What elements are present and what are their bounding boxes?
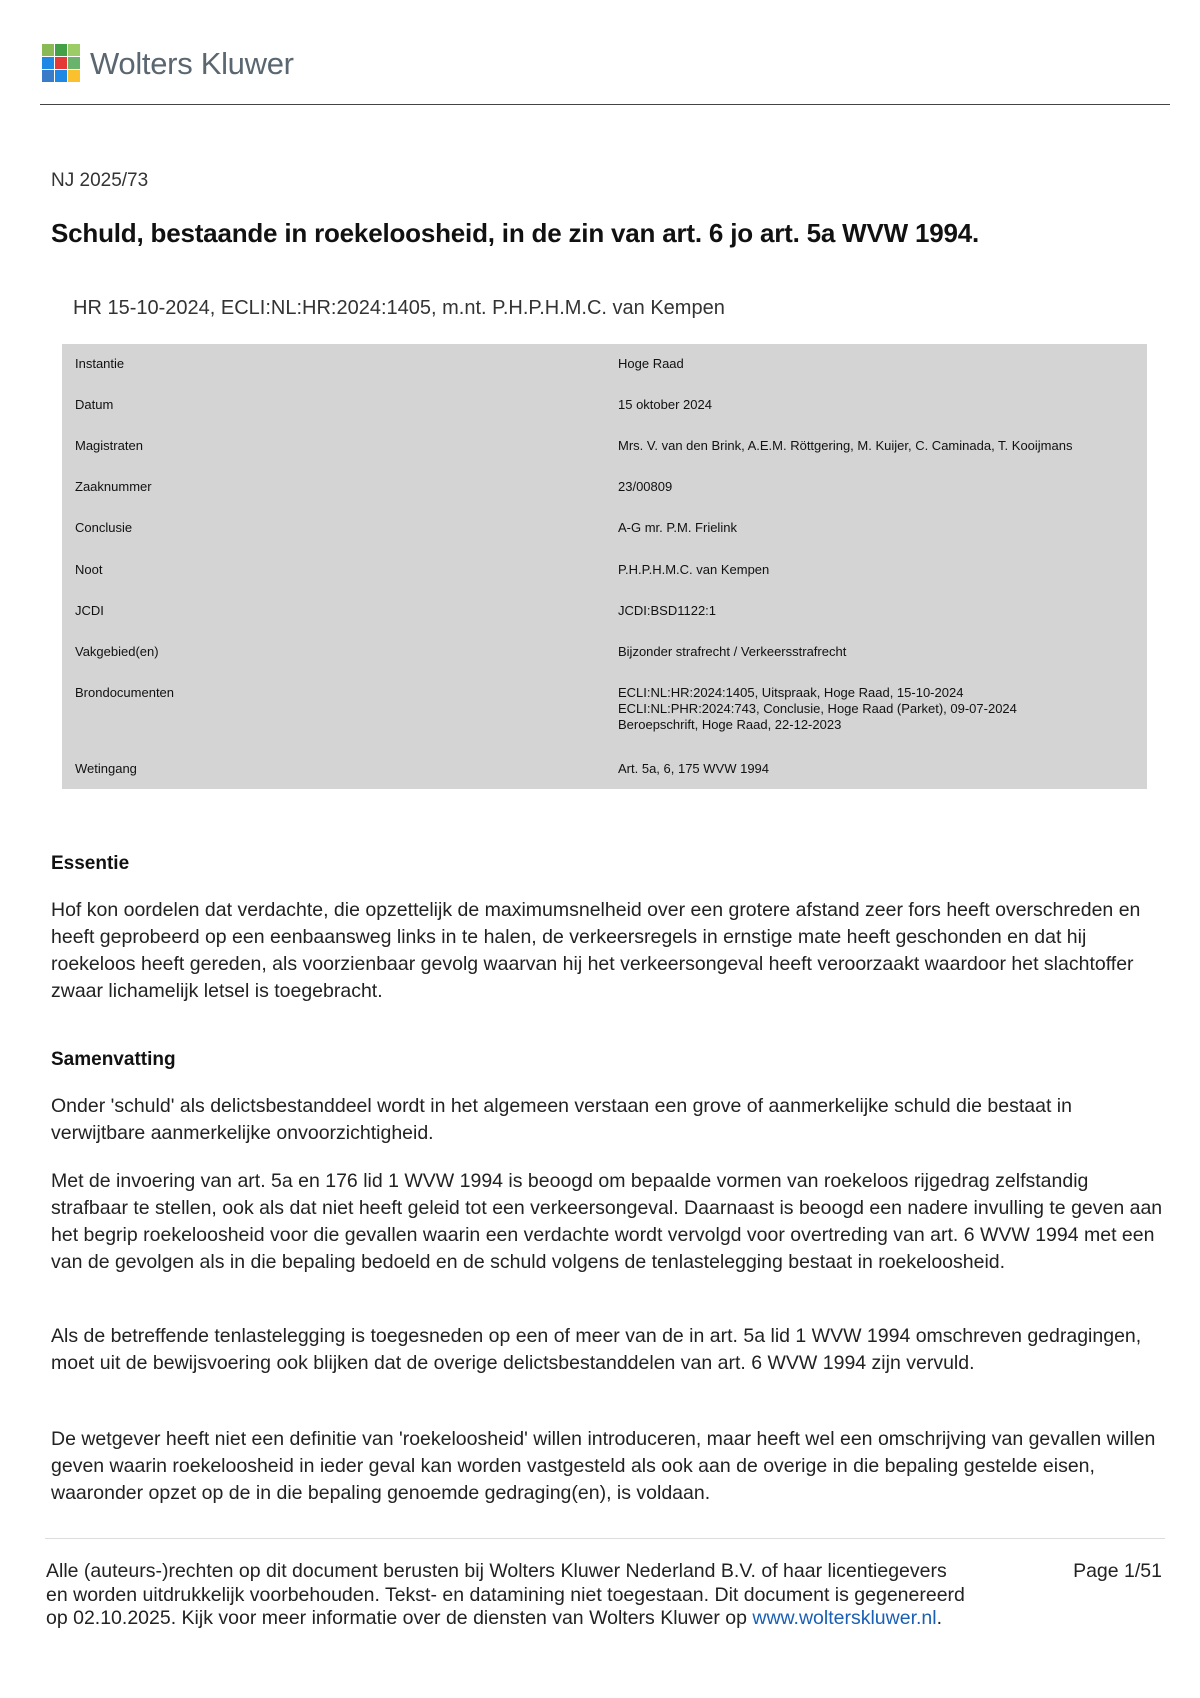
metadata-value-line: 15 oktober 2024: [618, 397, 712, 412]
metadata-value: [618, 761, 769, 777]
essentie-text: Hof kon oordelen dat verdachte, die opzettelijk de maximumsnelheid over een grotere afstand zeer fors heeft overschreden en heeft geprobeerd op een eenbaansweg links in te halen, de verkeersregels in ernstige mate heeft geschonden en dat hij roekeloos heeft gereden, als voorzienbaar gevolg waarvan hij het verkeersongeval heeft veroorzaakt waardoor het slachtoffer zwaar lichamelijk letsel is toegebracht.: [51, 899, 1141, 1002]
metadata-table: [62, 344, 1147, 789]
document-id: NJ 2025/73: [51, 170, 149, 191]
metadata-key: Brondocumenten: [75, 685, 175, 700]
metadata-value-line: JCDI:BSD1122:1: [618, 603, 717, 618]
metadata-value-line: Hoge Raad: [618, 356, 684, 371]
metadata-key: Conclusie: [75, 520, 133, 535]
footer-period: .: [936, 1607, 943, 1629]
metadata-value: [618, 479, 672, 495]
samenvatting-heading: Samenvatting: [51, 1049, 176, 1070]
metadata-value-line: Beroepschrift, Hoge Raad, 22-12-2023: [618, 717, 842, 732]
metadata-value-line: Art. 5a, 6, 175 WVW 1994: [618, 761, 770, 776]
metadata-key: Magistraten: [75, 438, 143, 453]
page-header: [40, 38, 1170, 105]
metadata-key: Vakgebied(en): [75, 644, 159, 659]
page-number: Page 1/51: [1073, 1560, 1162, 1582]
footer-copyright-text: Alle (auteurs-)rechten op dit document berusten bij Wolters Kluwer Nederland B.V. of haar licentiegevers en worden uitdrukkelijk voorbehouden. Tekst- en datamining niet toegestaan. Dit document is gegenereerd op 02.10.2025. Kijk voor meer informatie over de diensten van Wolters Kluwer op: [46, 1560, 965, 1629]
footer-divider: [45, 1538, 1165, 1539]
essentie-heading: Essentie: [51, 853, 130, 874]
brand-name: Wolters Kluwer: [90, 46, 294, 81]
metadata-value-line: Mrs. V. van den Brink, A.E.M. Röttgering, M. Kuijer, C. Caminada, T. Kooijmans: [618, 438, 1073, 453]
metadata-key: Zaaknummer: [75, 479, 152, 494]
brand-logo[interactable]: [40, 42, 294, 86]
metadata-value-line: ECLI:NL:HR:2024:1405, Uitspraak, Hoge Raad, 15-10-2024: [618, 685, 964, 700]
samenvatting-paragraph: Als de betreffende tenlastelegging is toegesneden op een of meer van de in art. 5a lid 1 WVW 1994 omschreven gedragingen, moet uit de bewijsvoering ook blijken dat de overige delictsbestanddelen van art. 6 WVW 1994 zijn vervuld.: [51, 1325, 1142, 1374]
metadata-value: [618, 644, 846, 660]
metadata-value-line: 23/00809: [618, 479, 673, 494]
wolterskluwer-link[interactable]: www.wolterskluwer.nl: [752, 1607, 937, 1629]
metadata-value: [618, 520, 737, 536]
metadata-value-line: Bijzonder strafrecht / Verkeersstrafrecht: [618, 644, 847, 659]
samenvatting-paragraph: Met de invoering van art. 5a en 176 lid 1 WVW 1994 is beoogd om bepaalde vormen van roekeloos rijgedrag zelfstandig strafbaar te stellen, ook als dat niet heeft geleid tot een verkeersongeval. Daarnaast is beoogd een nadere invulling te geven aan het begrip roekeloosheid voor die gevallen waarin een verdachte wordt vervolgd voor overtreding van art. 6 WVW 1994 met een van de gevolgen als in die bepaling bedoeld en de schuld volgens de tenlastelegging bestaat in roekeloosheid.: [51, 1170, 1163, 1273]
document-title: Schuld, bestaande in roekeloosheid, in de zin van art. 6 jo art. 5a WVW 1994.: [51, 218, 980, 248]
metadata-value: [618, 685, 1017, 733]
metadata-key: Instantie: [75, 356, 125, 371]
wolters-kluwer-logo-icon: [40, 42, 84, 86]
footer-copyright: [46, 1560, 966, 1631]
metadata-value: [618, 438, 1072, 454]
metadata-key: Datum: [75, 397, 114, 412]
metadata-value: [618, 356, 684, 372]
metadata-value: [618, 603, 716, 619]
metadata-value-line: P.H.P.H.M.C. van Kempen: [618, 562, 770, 577]
document-citation: HR 15-10-2024, ECLI:NL:HR:2024:1405, m.nt. P.H.P.H.M.C. van Kempen: [73, 297, 725, 319]
metadata-key: Wetingang: [75, 761, 137, 776]
metadata-value: [618, 562, 769, 578]
metadata-value-line: ECLI:NL:PHR:2024:743, Conclusie, Hoge Raad (Parket), 09-07-2024: [618, 701, 1017, 716]
metadata-key: Noot: [75, 562, 103, 577]
metadata-value: [618, 397, 712, 413]
metadata-key: JCDI: [75, 603, 104, 618]
metadata-value-line: A-G mr. P.M. Frielink: [618, 520, 737, 535]
samenvatting-paragraph: De wetgever heeft niet een definitie van 'roekeloosheid' willen introduceren, maar heeft wel een omschrijving van gevallen willen geven waarin roekeloosheid in ieder geval kan worden vastgesteld als ook aan de overige in die bepaling gestelde eisen, waaronder opzet op de in die bepaling genoemde gedraging(en), is voldaan.: [51, 1428, 1156, 1504]
samenvatting-paragraph: Onder 'schuld' als delictsbestanddeel wordt in het algemeen verstaan een grove of aanmerkelijke schuld die bestaat in verwijtbare aanmerkelijke onvoorzichtigheid.: [51, 1095, 1072, 1144]
